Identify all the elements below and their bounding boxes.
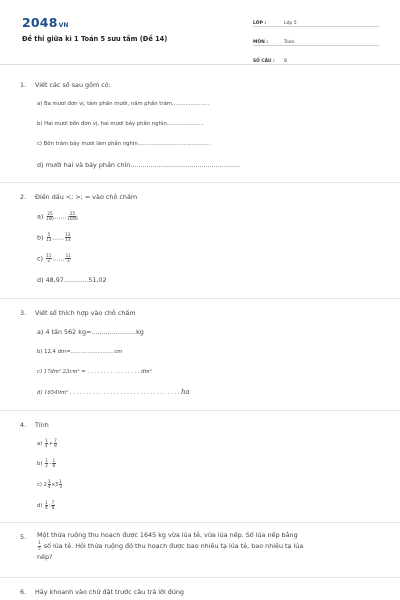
fraction: $\frac{1}{2}$ [45, 458, 48, 469]
q3-item-a: a) 4 tấn 562 kg=......................kg [37, 328, 144, 336]
question-5-number: 5. [20, 533, 27, 541]
fraction: $\frac{1}{8}$ [52, 458, 56, 469]
q3-item-b: b) 12,4 dm=..........................cm [37, 349, 123, 355]
fraction: $\frac{5}{13}$ [46, 232, 52, 243]
meta-subject-row [253, 33, 379, 46]
fraction: $\frac{1}{5}$ [38, 540, 41, 551]
section-divider [0, 577, 400, 578]
q4-item-b: b) $\frac{1}{2}$ – $\frac{1}{8}$ [37, 458, 56, 469]
question-4: 4. Tính [20, 421, 49, 429]
q1-item-b: b) Hai mươi bốn đơn vị, hai mươi bảy phần nghìn...................... [37, 121, 204, 127]
meta-class-row [253, 14, 379, 27]
q1-item-c: c) Bốn trăm bảy mươi lăm phần nghìn........................................... [37, 141, 211, 147]
fraction: $\frac{12}{13}$ [65, 232, 71, 243]
fraction: $\frac{1}{3}$ [59, 479, 62, 490]
q4-item-a: a) $\frac{1}{4}$ + $\frac{7}{8}$ [37, 438, 57, 449]
section-divider [0, 410, 400, 411]
site-logo[interactable]: 2048VN [22, 15, 69, 30]
question-5-text: Một thửa ruộng thu hoạch được 1645 kg vừa lúa tẻ, vừa lúa nếp. Số lúa nếp bằng $\frac{1}{5}$ số lúa tẻ. Hỏi thửa ruộng đó thu hoạch được bao nhiêu tạ lúa tẻ, bao nhiêu tạ lúa nếp? [37, 531, 304, 561]
meta-class-label: LỚP : [253, 21, 267, 26]
section-divider [0, 298, 400, 299]
q3-item-c: c) 17dm² 23cm² = . . . . . . . . . . . . . . . . dm² [37, 369, 152, 375]
header-divider [0, 64, 400, 65]
exam-meta [253, 14, 379, 71]
q4-item-c: c) 2 $\frac{1}{4}$ x3 $\frac{1}{3}$ [37, 479, 62, 490]
fraction: $\frac{7}{8}$ [51, 500, 55, 511]
fraction: $\frac{7}{8}$ [54, 438, 57, 449]
question-1: 1. Viết các số sau gồm có: [20, 81, 111, 89]
fraction: $\frac{11}{3}$ [65, 253, 71, 264]
fraction: $\frac{25}{1000}$ [67, 211, 78, 222]
q2-item-d: d) 48,97............51,02 [37, 276, 107, 284]
fraction: $\frac{1}{4}$ [45, 438, 48, 449]
fraction: $\frac{11}{2}$ [46, 253, 52, 264]
q2-item-c: c) $\frac{11}{2}$ ...... $\frac{11}{3}$ [37, 253, 71, 264]
q1-item-a: a) Ba mươi đơn vị, tám phần mười, năm phần trăm...................... [37, 101, 210, 107]
exam-title: Đề thi giữa kì 1 Toán 5 sưu tầm (Đề 14) [22, 35, 168, 43]
q2-item-b: b) $\frac{5}{13}$ ...... $\frac{12}{13}$ [37, 232, 71, 243]
section-divider [0, 182, 400, 183]
q2-item-a: a) $\frac{25}{100}$ ...... $\frac{25}{1000}$ [37, 211, 78, 222]
meta-count-label: SỐ CÂU : [253, 59, 275, 64]
q1-item-d: d) mười hai và bảy phần chín...................................................... [37, 161, 241, 169]
meta-subject-label: MÔN : [253, 40, 269, 45]
q3-item-d: d) 16549m² . . . . . . . . . . . . . . . . . . . . . . . . . . . . . . . . . ha [37, 388, 190, 396]
section-divider [0, 522, 400, 523]
fraction: $\frac{1}{4}$ [48, 479, 51, 490]
meta-class-value: Lớp 5 [284, 21, 297, 26]
question-2: 2. Điền dấu <; >; = vào chỗ chấm [20, 193, 138, 201]
question-6: 6. Hãy khoanh vào chữ đặt trước câu trả lời đúng [20, 588, 184, 596]
meta-subject-value: Toán [284, 40, 295, 45]
q4-item-d: d) $\frac{1}{4}$ : $\frac{7}{8}$ [37, 500, 55, 511]
meta-count-value: 8 [284, 59, 287, 64]
question-3: 3. Viết số thích hợp vào chỗ chấm [20, 309, 136, 317]
fraction: $\frac{25}{100}$ [45, 211, 54, 222]
fraction: $\frac{1}{4}$ [45, 500, 48, 511]
